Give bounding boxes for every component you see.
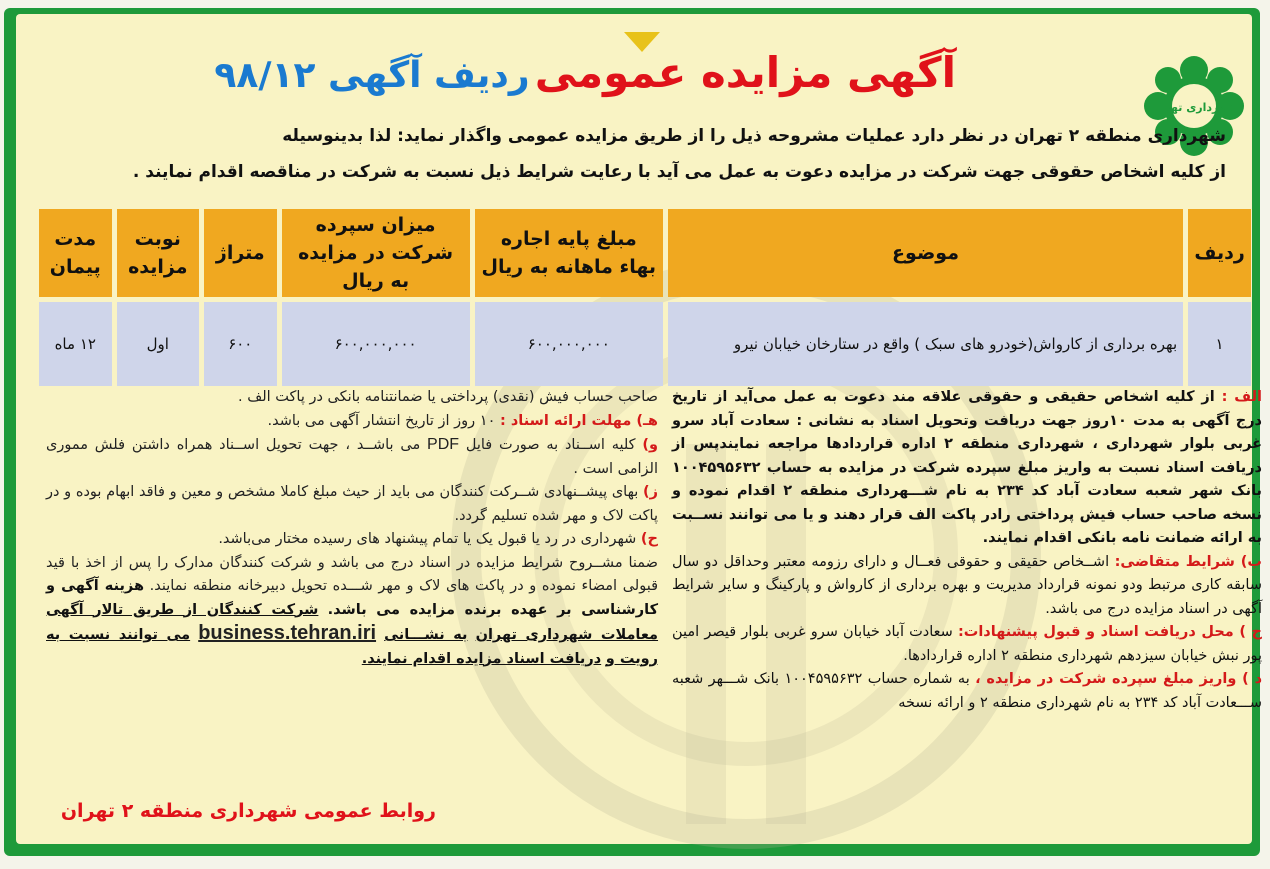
condition-a <box>672 386 1262 551</box>
intro-line1: در نظر دارد عملیات مشروحه ذیل را از طریق مزایده عمومی واگذار نماید: لذا بدینوسیله <box>282 126 1009 146</box>
header-area: متراژ <box>204 209 276 297</box>
condition-f-text-post: می باشــد ، جهت تحویل اســناد همراه داشتن فلش مموری الزامی است . <box>46 437 658 477</box>
title-main: آگهی مزایده عمومی <box>534 48 956 97</box>
portal-text-3: می توانند نسبت به رویت و <box>46 627 658 667</box>
cell-area: ۶۰۰ <box>204 302 276 386</box>
header-deposit: میزان سپرده شرکت در مزایده به ریال <box>282 209 470 297</box>
cell-row-number: ۱ <box>1188 302 1251 386</box>
logo-text: شهرداری تهران <box>1151 101 1237 114</box>
table-header-row <box>39 209 1251 297</box>
condition-f-text-pre: کلیه اســناد به صورت فایل <box>465 437 636 453</box>
cost-text: هزینه آگهی و کارشناسی بر عهده برنده مزایده می باشد. <box>46 578 659 618</box>
condition-h-text: شهرداری در رد یا قبول یک یا تمام پیشنهاد های رسیده مختار می‌باشد. <box>218 531 637 547</box>
cell-term: ۱۲ ماه <box>39 302 112 386</box>
header-rent: مبلغ پایه اجاره بهاء ماهانه به ریال <box>475 209 663 297</box>
misc-conditions <box>46 552 658 672</box>
condition-a-label: الف : <box>1221 389 1262 405</box>
header-term: مدت پیمان <box>39 209 112 297</box>
condition-d <box>672 668 1262 715</box>
ad-paper <box>16 14 1263 844</box>
condition-e-text: ۱۰ روز از تاریخ انتشار آگهی می باشد. <box>267 412 496 429</box>
header-row-number: ردیف <box>1188 209 1251 297</box>
cell-subject: بهره برداری از کارواش(خودرو های سبک ) واقع در ستارخان خیابان نیرو <box>668 302 1183 386</box>
condition-h-label: ح) <box>640 531 658 547</box>
condition-a-text: از کلیه اشخاص حقیقی و حقوقی علاقه مند دعوت به عمل می‌آید از تاریخ درج آگهی به مدت ۱۰روز جهت دریافت وتحویل اسناد به نشانی : سعادت آباد سرو غربی بلوار شهرداری ، شهرداری منطقه ۲ اداره قراردادها مراجعه نمایندپس از دریافت اسناد نسبت به واریز مبلغ سپرده شرکت در مزایده به حساب ۱۰۰۴۵۹۵۶۳۲ بانک شهر شعبه سعادت آباد کد ۲۳۴ به نام شـــهرداری منطقه ۲ اقدام نموده و نسخه صاحب حساب فیش پرداختی رادر پاکت الف قرار دهند و یا می توانند نســبت به ارائه ضمانت نامه بانکی اقدام نمایند. <box>672 389 1262 546</box>
condition-d-continued: صاحب حساب فیش (نقدی) پرداختی یا ضمانتنامه بانکی در پاکت الف . <box>238 389 658 405</box>
condition-e-label: هـ) مهلت ارائه اسناد : <box>499 412 658 429</box>
cell-deposit: ۶۰۰,۰۰۰,۰۰۰ <box>282 302 470 386</box>
intro-line2: از کلیه اشخاص حقوقی جهت شرکت در مزایده دعوت به عمل می آید با رعایت شرایط ذیل نسبت به شرکت در مناقصه اقدام نمایند . <box>132 162 1226 182</box>
header-subject: موضوع <box>668 209 1183 297</box>
table-row <box>39 302 1251 386</box>
header-round: نوبت مزایده <box>117 209 200 297</box>
condition-d-text: به شماره حساب ۱۰۰۴۵۹۵۶۳۲ بانک شـــهر شعبه ســـعادت آباد کد ۲۳۴ به نام شهرداری منطقه ۲ و ارائه نسخه <box>672 671 1262 711</box>
condition-g-label: ز) <box>643 484 658 500</box>
auction-table <box>34 204 1256 391</box>
condition-f <box>46 433 658 481</box>
cell-rent: ۶۰۰,۰۰۰,۰۰۰ <box>475 302 663 386</box>
portal-text-2: به نشـــانی <box>384 627 468 643</box>
condition-c <box>672 621 1262 668</box>
portal-url-link[interactable]: business.tehran.iri <box>198 622 377 644</box>
condition-c-text: سعادت آباد خیابان سرو غربی بلوار قیصر امین پور نبش خیابان سیزدهم شهرداری منطقه ۲ اداره قراردادها. <box>672 624 1262 664</box>
conditions-right-column <box>672 386 1262 846</box>
condition-e <box>46 410 658 434</box>
condition-f-label: و) <box>642 437 659 453</box>
condition-b <box>672 551 1262 622</box>
condition-b-label: ب) شرایط متقاضی: <box>1114 553 1262 570</box>
title-sub: ردیف آگهی ۹۸/۱۲ <box>214 55 530 96</box>
intro-org: شهرداری منطقه ۲ تهران <box>1014 126 1226 146</box>
ad-title <box>214 48 956 118</box>
intro-paragraph <box>56 118 1226 190</box>
condition-c-label: ج ) محل دریافت اسناد و قبول پیشنهادات: <box>957 624 1263 640</box>
portal-text-4: دریافت اسناد مزایده اقدام نمایند. <box>361 650 602 667</box>
conditions-left-column <box>46 386 658 846</box>
condition-b-text: اشــخاص حقیقی و حقوقی فعــال و دارای رزومه معتبر وحداقل دو سال سابقه کاری مرتبط ودو نمونه قرارداد مدیریت و بهره برداری از کارواش و پارکینگ و سایر شرایط آگهی در اسناد مزایده درج می باشد. <box>672 553 1262 617</box>
cell-round: اول <box>117 302 200 386</box>
condition-h <box>46 528 658 552</box>
condition-f-pdf: PDF <box>427 436 460 453</box>
misc-text: ضمنا مشــروح شرایط مزایده در اسناد درج می باشد و شرکت کنندگان مدارک را پس از اخذ با قید قبولی امضاء نموده و در پاکت های لاک و مهر شـــده تحویل دبیرخانه منطقه نمایند. <box>46 554 659 594</box>
condition-g-text: بهای پیشــنهادی شــرکت کنندگان می باید از حیث مبلغ کاملا مشخص و معین و فاقد ابهام بوده و در پاکت لاک و مهر شده تسلیم گردد. <box>46 484 658 524</box>
condition-d-label: د ) واریز مبلغ سپرده شرکت در مزایده ، <box>975 671 1263 687</box>
condition-g <box>46 481 658 528</box>
signature: روابط عمومی شهرداری منطقه ۲ تهران <box>60 800 436 822</box>
portal-text-1: شرکت کنندگان از طریق تالار آگهی معاملات شهرداری تهران <box>46 601 659 643</box>
